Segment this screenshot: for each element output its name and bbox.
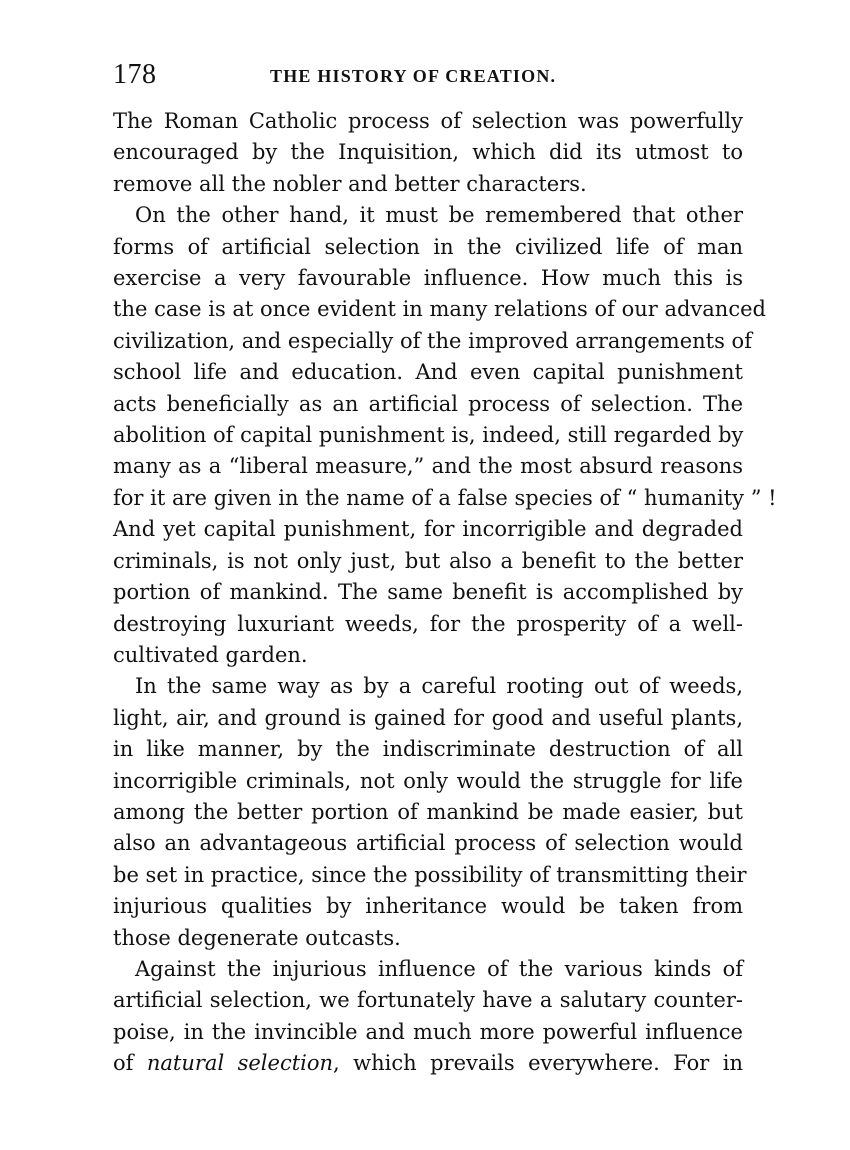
text-line: abolition of capital punishment is, indeed, still regarded by — [113, 423, 744, 448]
text-line: the case is at once evident in many relations of our advanced — [113, 297, 766, 322]
page-body — [113, 106, 777, 1080]
text-line: be set in practice, since the possibility of transmitting their — [113, 862, 747, 887]
text-line: incorrigible criminals, not only would the struggle for life — [113, 768, 743, 793]
text-line: On the other hand, it must be remembered that other — [135, 203, 743, 228]
text-line: Against the injurious influence of the various kinds of — [135, 956, 743, 981]
text-line: And yet capital punishment, for incorrigible and degraded — [113, 517, 743, 542]
text-line: injurious qualities by inheritance would be taken from — [113, 894, 743, 919]
text-line: encouraged by the Inquisition, which did its utmost to — [113, 140, 743, 165]
text-line: those degenerate outcasts. — [113, 925, 401, 950]
text-line: forms of artificial selection in the civilized life of man — [113, 234, 743, 259]
page-number: 178 — [113, 59, 157, 90]
text-line: school life and education. And even capital punishment — [113, 360, 743, 385]
text-line: exercise a very favourable influence. How much this is — [113, 266, 743, 291]
text-line: acts beneficially as an artificial process of selection. The — [113, 391, 743, 416]
text-line: destroying luxuriant weeds, for the prosperity of a well- — [113, 611, 743, 636]
text-line: for it are given in the name of a false species of “ humanity ” ! — [113, 485, 777, 510]
text-line: portion of mankind. The same benefit is accomplished by — [113, 580, 743, 605]
text-line: light, air, and ground is gained for good and useful plants, — [113, 705, 743, 730]
book-page — [113, 58, 777, 1076]
text-line: among the better portion of mankind be made easier, but — [113, 799, 743, 824]
text-line: cultivated garden. — [113, 642, 308, 667]
text-line: remove all the nobler and better characters. — [113, 171, 587, 196]
text-line: The Roman Catholic process of selection was powerfully — [113, 109, 743, 133]
italic-emphasis: natural selection — [146, 1051, 334, 1076]
text-line: poise, in the invincible and much more powerful influence — [113, 1019, 743, 1044]
text-line — [113, 1048, 743, 1079]
page-header — [113, 58, 743, 92]
paragraph-1 — [113, 106, 743, 200]
text-fragment: , which prevails everywhere. For in — [333, 1051, 744, 1076]
text-line: many as a “liberal measure,” and the most absurd reasons — [113, 454, 743, 479]
text-line: criminals, is not only just, but also a benefit to the better — [113, 548, 743, 573]
text-line: in like manner, by the indiscriminate destruction of all — [113, 737, 743, 762]
paragraph-3 — [113, 671, 747, 954]
text-line: civilization, and especially of the improved arrangements of — [113, 328, 752, 353]
text-fragment: of — [113, 1051, 147, 1076]
paragraph-2 — [113, 200, 777, 671]
running-title: THE HISTORY OF CREATION. — [270, 66, 557, 86]
text-line: In the same way as by a careful rooting out of weeds, — [135, 674, 743, 699]
text-line: also an advantageous artificial process of selection would — [113, 831, 743, 856]
paragraph-4 — [113, 954, 743, 1080]
text-line: artificial selection, we fortunately have a salutary counter- — [113, 988, 743, 1013]
